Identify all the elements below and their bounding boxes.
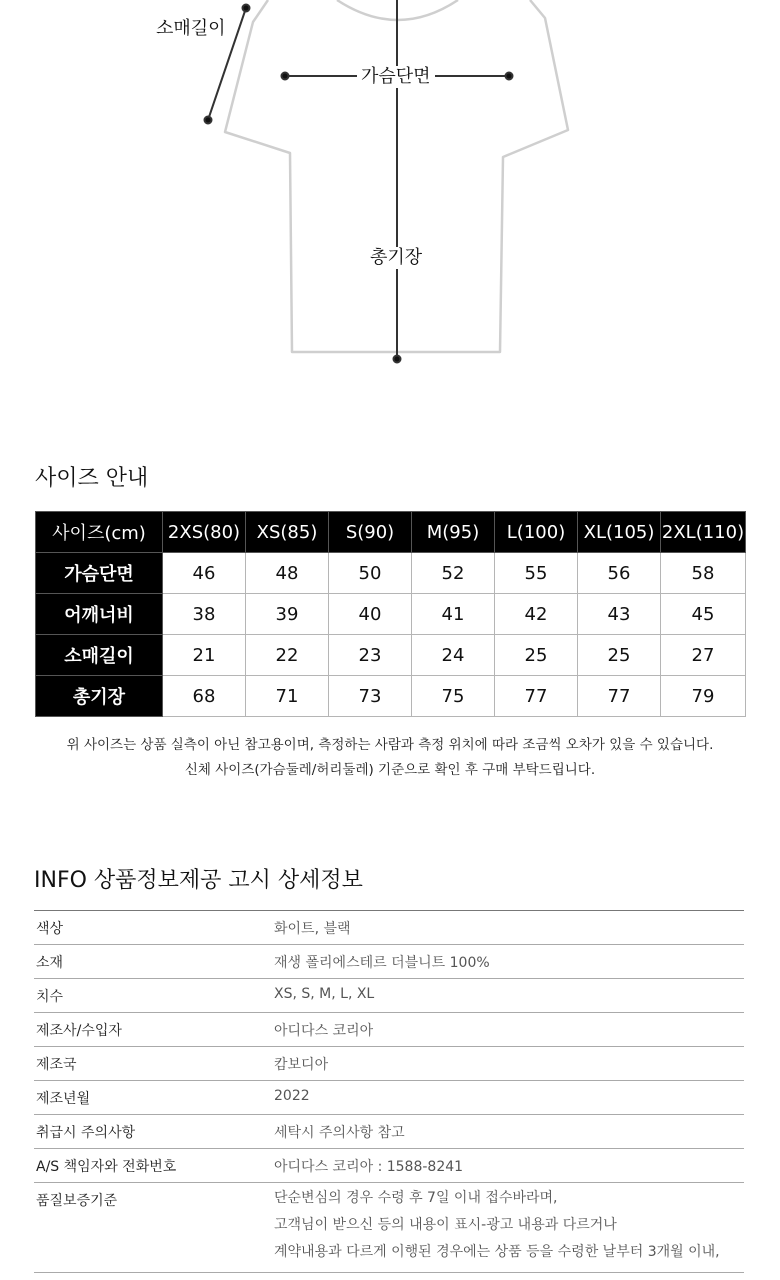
info-row [34,945,744,979]
size-value: 56 [578,553,661,594]
info-label: 제조사/수입자 [36,1023,122,1039]
info-row [34,1115,744,1149]
size-table-row [36,635,746,676]
size-value: 27 [661,635,746,676]
info-label: 색상 [36,921,64,937]
measurement-label: 소매길이 [36,635,163,676]
measurement-label: 어깨너비 [36,594,163,635]
size-value: 42 [495,594,578,635]
size-value: 38 [163,594,246,635]
info-value: XS, S, M, L, XL [274,986,375,1002]
size-column-header: XS(85) [246,512,329,553]
size-column-header: XL(105) [578,512,661,553]
size-value: 40 [329,594,412,635]
info-label: 품질보증기준 [36,1193,118,1209]
size-table-row [36,676,746,717]
info-value: 캄보디아 [274,1057,329,1073]
size-value: 58 [661,553,746,594]
size-value: 50 [329,553,412,594]
info-value: 아디다스 코리아 [274,1023,374,1039]
size-value: 77 [495,676,578,717]
total-length-label: 총기장 [366,247,426,269]
total-length-line [394,0,401,363]
size-table-row [36,553,746,594]
info-label: 제조년월 [36,1091,91,1107]
size-value: 71 [246,676,329,717]
size-table-header-label: 사이즈(cm) [36,512,163,553]
info-row [34,979,744,1013]
size-value: 25 [495,635,578,676]
size-table-header-row [36,512,746,553]
tshirt-measurement-diagram [0,0,780,400]
size-column-header: L(100) [495,512,578,553]
size-table-row [36,594,746,635]
size-note: 신체 사이즈(가슴둘레/허리둘레) 기준으로 확인 후 구매 부탁드립니다. [184,762,596,778]
size-value: 43 [578,594,661,635]
size-column-header: 2XS(80) [163,512,246,553]
size-value: 55 [495,553,578,594]
size-value: 45 [661,594,746,635]
size-value: 41 [412,594,495,635]
size-table [35,511,746,717]
info-row [34,911,744,945]
warranty-line: 고객님이 받으신 등의 내용이 표시-광고 내용과 다르거나 [274,1217,617,1233]
chest-width-label: 가슴단면 [357,66,435,88]
size-value: 79 [661,676,746,717]
info-label: 취급시 주의사항 [36,1125,136,1141]
info-row [34,1149,744,1183]
size-value: 22 [246,635,329,676]
info-row-warranty [34,1183,744,1273]
size-value: 48 [246,553,329,594]
info-value: 재생 폴리에스테르 더블니트 100% [274,955,490,971]
measurement-label: 총기장 [36,676,163,717]
size-column-header: S(90) [329,512,412,553]
info-value: 2022 [274,1088,310,1104]
sleeve-length-label: 소매길이 [152,18,230,40]
size-value: 73 [329,676,412,717]
product-info-table [34,910,744,1273]
info-value: 아디다스 코리아 : 1588-8241 [274,1159,464,1175]
size-column-header: M(95) [412,512,495,553]
warranty-line: 계약내용과 다르게 이행된 경우에는 상품 등을 수령한 날부터 3개월 이내, [274,1244,720,1260]
size-value: 77 [578,676,661,717]
info-row [34,1081,744,1115]
size-guide-title: 사이즈 안내 [35,466,149,491]
info-label: A/S 책임자와 전화번호 [36,1159,177,1175]
size-value: 52 [412,553,495,594]
size-value: 75 [412,676,495,717]
size-value: 46 [163,553,246,594]
size-value: 25 [578,635,661,676]
size-value: 68 [163,676,246,717]
size-value: 24 [412,635,495,676]
warranty-text [272,1183,744,1272]
size-guide-notes [0,733,780,783]
size-note: 위 사이즈는 상품 실측이 아닌 참고용이며, 측정하는 사람과 측정 위치에 따라 조금씩 오차가 있을 수 있습니다. [66,737,714,753]
info-label: 치수 [36,989,64,1005]
size-value: 23 [329,635,412,676]
info-row [34,1013,744,1047]
size-value: 21 [163,635,246,676]
info-row [34,1047,744,1081]
info-label: 소재 [36,955,64,971]
info-value: 세탁시 주의사항 참고 [274,1125,405,1141]
warranty-line: 단순변심의 경우 수령 후 7일 이내 접수바라며, [274,1190,558,1206]
measurement-label: 가슴단면 [36,553,163,594]
info-value: 화이트, 블랙 [274,921,351,937]
product-info-title: INFO 상품정보제공 고시 상세정보 [34,868,363,893]
size-column-header: 2XL(110) [661,512,746,553]
size-value: 39 [246,594,329,635]
info-label: 제조국 [36,1057,77,1073]
